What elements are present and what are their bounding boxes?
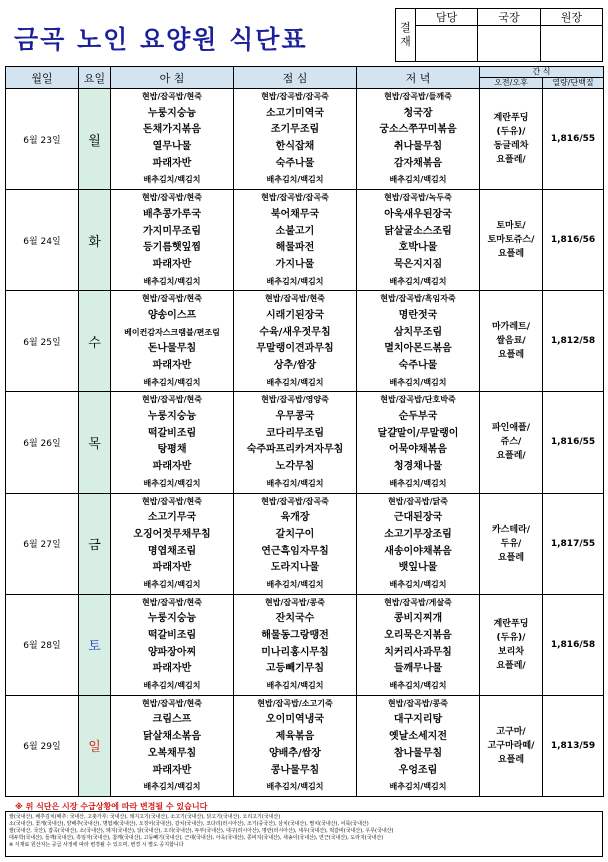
cell-breakfast — [111, 695, 234, 796]
cell-breakfast — [111, 190, 234, 291]
menu-item: 현밥/잡곡밥/콩죽 — [265, 597, 325, 607]
menu-item: 들깨무나물 — [393, 663, 443, 675]
menu-item: 현밥/잡곡밥/흑임자죽 — [380, 294, 456, 304]
snack-item: 보리차 — [497, 646, 525, 657]
menu-item: 어묵야채볶음 — [389, 444, 447, 456]
cell-dinner — [357, 190, 480, 291]
origin-line: 쌀(국내산, 국산), 잡곡(국내산), 소(국내산), 돼지(국내산), 닭(국내산), 오리(국내산), 두부(국내산), 대구(러시아산), 명란(러시아산), 새우(국내산), 떡갈비(국내산), 우무(국내산) — [9, 828, 394, 834]
day-row — [6, 594, 604, 695]
cell-lunch — [234, 89, 357, 190]
menu-item: 탕평채 — [157, 444, 187, 456]
cell-snack — [480, 392, 543, 493]
cell-dinner — [357, 89, 480, 190]
page-title: 금곡 노인 요양원 식단표 — [14, 25, 308, 54]
cell-lunch — [234, 190, 357, 291]
menu-item: 현밥/잡곡밥/소고기죽 — [257, 698, 333, 708]
menu-item: 파래자반 — [152, 360, 192, 371]
menu-item: 배추김치/백김치 — [266, 377, 324, 387]
menu-item: 도라지나물 — [270, 562, 320, 574]
menu-item: 배추김치/백김치 — [266, 782, 324, 792]
cell-calorie: 1,816/56 — [543, 190, 604, 291]
menu-item: 닭살굴소스조림 — [384, 225, 452, 237]
menu-item: 취나물무침 — [393, 141, 443, 153]
snack-item: 요플레/ — [496, 155, 526, 166]
cell-dinner — [357, 392, 480, 493]
menu-item: 배추김치/백김치 — [389, 579, 447, 589]
menu-item: 우엉조림 — [398, 764, 438, 776]
cell-lunch — [234, 493, 357, 594]
cell-calorie: 1,817/55 — [543, 493, 604, 594]
header-calorie-sub: 열량/단백질 — [543, 78, 604, 89]
snack-item: 계란푸딩 — [493, 113, 529, 124]
menu-item: 등기름햇잎찜 — [143, 242, 201, 254]
menu-item: 멸치아몬드볶음 — [384, 343, 452, 355]
row-date: 6월 28일 — [6, 594, 79, 695]
menu-item: 배추김치/백김치 — [143, 579, 201, 589]
menu-item: 호박나물 — [398, 242, 438, 254]
snack-item: 파인애플/ — [491, 423, 531, 434]
day-row — [6, 493, 604, 594]
menu-item: 조기무조림 — [270, 124, 320, 136]
menu-item: 현밥/잡곡밥/현죽 — [142, 597, 202, 607]
header-lunch: 점 심 — [234, 67, 357, 89]
menu-item: 배추김치/백김치 — [266, 579, 324, 589]
menu-item: 현밥/잡곡밥/현죽 — [142, 294, 202, 304]
row-date: 6월 27일 — [6, 493, 79, 594]
menu-item: 숙주나물 — [398, 360, 438, 371]
menu-item: 현밥/잡곡밥/녹두죽 — [384, 193, 452, 203]
menu-item: 오리묵은지볶음 — [384, 630, 452, 641]
cell-breakfast — [111, 291, 234, 392]
snack-item: 요플레/ — [496, 451, 526, 462]
menu-item: 누룽지숭늉 — [147, 411, 197, 423]
menu-item: 현밥/잡곡밥/현죽 — [142, 496, 202, 506]
snack-item: 고구마라떼/ — [487, 740, 535, 751]
menu-item: 배추김치/백김치 — [266, 681, 324, 691]
menu-item: 고등빼기무침 — [266, 663, 324, 675]
menu-item: 노각무침 — [275, 461, 315, 473]
menu-item: 참나물무침 — [393, 747, 443, 759]
menu-item: 순두부국 — [398, 411, 438, 423]
menu-item: 누룽지숭늉 — [147, 613, 197, 625]
day-row — [6, 89, 604, 190]
menu-item: 닭살채소볶음 — [143, 731, 201, 743]
menu-item: 소불고기 — [275, 225, 315, 237]
row-day: 금 — [79, 493, 111, 594]
snack-item: 토마토/ — [496, 221, 526, 232]
cell-lunch — [234, 291, 357, 392]
snack-item: 동글레차 — [493, 141, 529, 152]
origin-line: 소(국내산), 꽃게(국내산), 양배추(국내산), 명엽채(국내산), 오징어(국내산), 갈치(국내산), 코다리(러시아산), 조기(중국산), 삼치(국내산), 멸치(국내산), 어묵(국내산) — [9, 821, 369, 827]
day-row — [6, 190, 604, 291]
approval-sign-director[interactable] — [478, 26, 540, 62]
menu-item: 감자채볶음 — [393, 157, 443, 169]
origin-line: 대두박(국내산), 들깨(국내산), 흑임자(국내산), 참깨(국내산), 고등빼기(국내산), 근대(국내산), 아욱(국내산), 콩비지(국내산), 새송이(국내산), 연근(국내산), 도라지(국내산) — [9, 835, 384, 841]
cell-dinner — [357, 291, 480, 392]
menu-item: 파래자반 — [152, 157, 192, 169]
origin-line: ※ 식재료 원산지는 공급 사정에 따라 변경될 수 있으며, 변경 시 별도 공지합니다 — [9, 842, 184, 848]
header-day: 요일 — [79, 67, 111, 89]
menu-item: 제육볶음 — [275, 731, 315, 743]
menu-item: 양배추/쌈장 — [269, 747, 321, 759]
menu-item: 현밥/잡곡밥/현죽 — [142, 395, 202, 405]
menu-item: 배추김치/백김치 — [143, 175, 201, 185]
menu-item: 대구지리탕 — [393, 714, 443, 726]
menu-body — [6, 89, 604, 797]
menu-item: 떡갈비조림 — [147, 630, 197, 641]
menu-item: 수육/새우젓무침 — [259, 326, 331, 338]
menu-item: 달걀말이/무말랭이 — [377, 427, 459, 439]
menu-item: 배추김치/백김치 — [143, 478, 201, 488]
header-date: 월일 — [6, 67, 79, 89]
menu-item: 돈채가지볶음 — [143, 124, 201, 136]
header-breakfast: 아 침 — [111, 67, 234, 89]
menu-item: 시래기된장국 — [266, 309, 324, 321]
cell-breakfast — [111, 89, 234, 190]
row-day: 토 — [79, 594, 111, 695]
cell-lunch — [234, 695, 357, 796]
header-snack-sub: 오전/오후 — [480, 78, 543, 89]
snack-item: 요플레 — [497, 754, 525, 765]
menu-item: 떡갈비조림 — [147, 427, 197, 439]
menu-item: 옛날소세지전 — [389, 731, 447, 743]
menu-item: 궁소스쭈꾸미볶음 — [379, 124, 457, 136]
menu-item: 현밥/잡곡밥/단호박죽 — [380, 395, 456, 405]
menu-item: 숙주나물 — [275, 157, 315, 169]
approval-role-head: 원장 — [540, 9, 602, 26]
menu-item: 묵은지지짐 — [393, 258, 443, 270]
day-row — [6, 695, 604, 796]
menu-item: 크림스프 — [152, 714, 192, 726]
day-row — [6, 392, 604, 493]
menu-item: 가지나물 — [275, 258, 315, 270]
menu-item: 현밥/잡곡밥/잡곡죽 — [261, 92, 329, 101]
approval-side-label — [396, 9, 416, 62]
menu-item: 우무콩국 — [275, 411, 315, 423]
cell-breakfast — [111, 392, 234, 493]
menu-item: 현밥/잡곡밥/현죽 — [142, 193, 202, 203]
snack-item: 고구마/ — [496, 726, 526, 737]
menu-item: 배추김치/백김치 — [266, 175, 324, 185]
row-day: 일 — [79, 695, 111, 796]
menu-item: 현밥/잡곡밥/잡곡죽 — [261, 496, 329, 506]
snack-item: 계란푸딩 — [493, 618, 529, 629]
cell-snack — [480, 190, 543, 291]
menu-item: 배추김치/백김치 — [389, 175, 447, 185]
row-date: 6월 25일 — [6, 291, 79, 392]
menu-item: 배추김치/백김치 — [389, 782, 447, 792]
menu-item: 현밥/잡곡밥/현죽 — [265, 294, 325, 304]
row-date: 6월 24일 — [6, 190, 79, 291]
cell-calorie: 1,816/58 — [543, 594, 604, 695]
menu-item: 오이미역냉국 — [266, 714, 324, 726]
menu-item: 미나리홍시무침 — [261, 646, 329, 658]
menu-item: 파래자반 — [152, 764, 192, 776]
cell-lunch — [234, 392, 357, 493]
approval-box — [395, 8, 603, 62]
approval-sign-manager[interactable] — [416, 26, 478, 62]
menu-item: 현밥/잡곡밥/현죽 — [142, 92, 202, 101]
snack-item: (두유)/ — [496, 632, 526, 643]
menu-item: 명란젓국 — [398, 309, 438, 321]
menu-item: 돈나물무침 — [147, 343, 197, 355]
menu-item: 양파장아찌 — [147, 646, 197, 658]
snack-item: 요플레 — [497, 249, 525, 260]
menu-item: 뱃잎나물 — [398, 562, 438, 574]
menu-item: 현밥/잡곡밥/들깨죽 — [384, 92, 452, 101]
snack-item: 쌀음료/ — [496, 336, 526, 347]
menu-item: 파래자반 — [152, 663, 192, 675]
menu-item: 현밥/잡곡밥/콩죽 — [388, 698, 448, 708]
header-snack: 간 식 — [480, 67, 604, 78]
menu-item: 오징어젓무채무침 — [133, 528, 211, 540]
snack-item: 카스테라/ — [491, 524, 531, 535]
menu-item: 연근흑임자무침 — [261, 545, 329, 557]
snack-item: (두유)/ — [496, 127, 526, 138]
header-dinner: 저 녁 — [357, 67, 480, 89]
menu-item: 새송이야채볶음 — [384, 545, 452, 557]
cell-dinner — [357, 695, 480, 796]
menu-item: 베이컨감자스크램블/편조림 — [124, 327, 220, 337]
menu-item: 명엽채조림 — [147, 545, 197, 557]
menu-item: 삼치무조림 — [393, 326, 443, 338]
menu-item: 현밥/잡곡밥/현죽 — [142, 698, 202, 708]
cell-calorie: 1,816/55 — [543, 89, 604, 190]
menu-item: 현밥/잡곡밥/잡곡죽 — [261, 193, 329, 203]
cell-snack — [480, 291, 543, 392]
cell-calorie: 1,812/58 — [543, 291, 604, 392]
menu-item: 해물파전 — [275, 242, 315, 254]
menu-item: 무말랭이견과무침 — [256, 343, 334, 355]
approval-side-label-1: 결 — [400, 21, 411, 34]
menu-item: 소고기미역국 — [266, 107, 324, 119]
row-day: 수 — [79, 291, 111, 392]
cell-snack — [480, 594, 543, 695]
row-day: 월 — [79, 89, 111, 190]
menu-item: 청경채나물 — [393, 461, 443, 473]
row-date: 6월 29일 — [6, 695, 79, 796]
day-row — [6, 291, 604, 392]
menu-item: 배추김치/백김치 — [266, 276, 324, 286]
menu-item: 현밥/잡곡밥/게살죽 — [384, 597, 452, 607]
cell-breakfast — [111, 493, 234, 594]
menu-item: 오복채무침 — [147, 747, 197, 759]
cell-dinner — [357, 493, 480, 594]
menu-item: 양송이스프 — [147, 309, 197, 321]
menu-item: 파래자반 — [152, 562, 192, 574]
menu-item: 배추김치/백김치 — [143, 276, 201, 286]
snack-item: 요플레/ — [496, 660, 526, 671]
notice-text: ※ 위 식단은 시장 수급상황에 따라 변경될 수 있습니다 — [15, 802, 208, 811]
row-day: 목 — [79, 392, 111, 493]
cell-snack — [480, 493, 543, 594]
menu-item: 열무나물 — [152, 141, 192, 153]
origin-line: 쌀(국내산), 배추김치(배추: 국내산, 고춧가루: 국내산), 돼지고기(국내산), 소고기(국내산), 닭고기(국내산), 오리고기(국내산) — [9, 814, 281, 820]
snack-item: 마가레트/ — [491, 322, 531, 333]
menu-item: 콩비지찌개 — [393, 613, 443, 625]
snack-item: 두유/ — [500, 538, 522, 549]
menu-item: 누룽지숭늉 — [147, 107, 197, 119]
approval-side-label-2: 재 — [400, 35, 411, 48]
menu-item: 가지미무조림 — [143, 225, 201, 237]
approval-role-manager: 담당 — [416, 9, 478, 26]
menu-item: 현밥/잡곡밥/닭죽 — [388, 496, 448, 506]
menu-item: 치커리사과무침 — [384, 646, 452, 658]
cell-snack — [480, 89, 543, 190]
cell-dinner — [357, 594, 480, 695]
menu-item: 소고기무장조림 — [384, 528, 452, 540]
snack-item: 요플레 — [497, 552, 525, 563]
menu-item: 배추김치/백김치 — [143, 681, 201, 691]
row-day: 화 — [79, 190, 111, 291]
approval-sign-head[interactable] — [540, 26, 602, 62]
menu-item: 배추김치/백김치 — [143, 377, 201, 387]
menu-item: 배추김치/백김치 — [389, 478, 447, 488]
menu-item: 잔치국수 — [275, 613, 315, 625]
snack-item: 요플레 — [497, 350, 525, 361]
menu-item: 상추/쌈장 — [273, 360, 317, 371]
cell-calorie: 1,813/59 — [543, 695, 604, 796]
menu-item: 청국장 — [403, 107, 433, 119]
menu-item: 배추김치/백김치 — [389, 276, 447, 286]
cell-breakfast — [111, 594, 234, 695]
cell-calorie: 1,816/55 — [543, 392, 604, 493]
row-date: 6월 26일 — [6, 392, 79, 493]
cell-lunch — [234, 594, 357, 695]
approval-role-director: 국장 — [478, 9, 540, 26]
row-date: 6월 23일 — [6, 89, 79, 190]
menu-item: 갈치구이 — [275, 528, 315, 540]
menu-item: 아욱새우된장국 — [384, 208, 452, 220]
menu-item: 근대된장국 — [393, 512, 443, 524]
menu-item: 배추콩가루국 — [143, 208, 201, 220]
origin-info — [5, 811, 603, 857]
menu-item: 파래자반 — [152, 258, 192, 270]
menu-item: 숙주파프리카겨자무침 — [246, 444, 344, 456]
menu-item: 배추김치/백김치 — [266, 478, 324, 488]
menu-item: 배추김치/백김치 — [143, 782, 201, 792]
menu-item: 북어채무국 — [270, 208, 320, 220]
menu-item: 배추김치/백김치 — [389, 681, 447, 691]
menu-item: 코다리무조림 — [266, 427, 324, 439]
menu-item: 배추김치/백김치 — [389, 377, 447, 387]
cell-snack — [480, 695, 543, 796]
menu-item: 현밥/잡곡밥/영양죽 — [261, 395, 329, 405]
menu-item: 해물동그랑땡전 — [261, 630, 329, 641]
snack-item: 쥬스/ — [500, 437, 522, 448]
menu-item: 육개장 — [280, 512, 310, 524]
menu-item: 파래자반 — [152, 461, 192, 473]
snack-item: 토마토쥬스/ — [487, 235, 535, 246]
menu-table — [5, 66, 604, 797]
menu-item: 소고기무국 — [147, 512, 197, 524]
menu-item: 콩나물무침 — [270, 764, 320, 776]
menu-item: 한식잡채 — [275, 141, 315, 153]
